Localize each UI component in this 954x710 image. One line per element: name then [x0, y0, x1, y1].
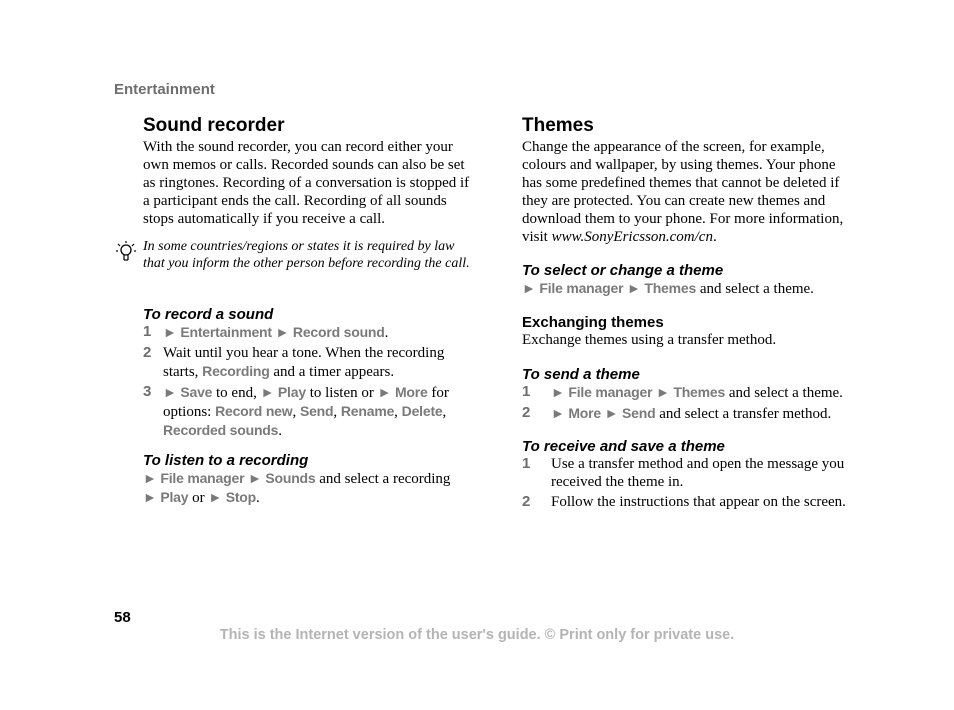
step-text: and select a recording — [315, 471, 451, 487]
step-text: for options: — [163, 385, 449, 420]
menu-option: Recorded sounds — [163, 422, 279, 438]
menu-option: Record new — [215, 403, 293, 419]
record-step-3 — [143, 383, 478, 440]
themes-intro — [522, 138, 857, 246]
page-number: 58 — [114, 609, 131, 626]
record-step-2 — [143, 344, 478, 381]
menu-path: ► More — [377, 384, 428, 400]
send-theme-section — [522, 366, 857, 423]
step-text: , — [394, 404, 402, 420]
step-text: or — [188, 490, 209, 506]
menu-option: Rename — [340, 403, 395, 419]
step-text: Use a transfer method and open the message you received the theme in. — [551, 456, 845, 490]
record-section — [143, 306, 478, 440]
send-step-2 — [522, 404, 857, 423]
send-theme-heading: To send a theme — [522, 366, 640, 383]
receive-theme-section — [522, 438, 857, 511]
menu-path: ► More ► Send — [551, 405, 656, 421]
section-label: Entertainment — [114, 81, 215, 98]
right-column — [522, 115, 857, 246]
step-text: and select a theme. — [725, 385, 843, 401]
listen-section — [143, 452, 478, 507]
tip-lightbulb-icon — [115, 240, 137, 269]
step-text: and a timer appears. — [269, 364, 395, 380]
record-step-1 — [143, 323, 478, 342]
listen-heading: To listen to a recording — [143, 452, 309, 469]
exchanging-text: Exchange themes using a transfer method. — [522, 332, 777, 348]
tip-text: In some countries/regions or states it is required by law that you inform the other person before recording the call. — [143, 239, 470, 271]
step-number: 1 — [522, 383, 531, 400]
sound-recorder-intro: With the sound recorder, you can record either your own memos or calls. Recorded sounds can also be set as ringtones. Recording of a conversation is stopped if a participant ends the call. Recording of all sounds stops automatically if you receive a call. — [143, 139, 470, 227]
step-number: 1 — [143, 323, 152, 340]
step-number: 1 — [522, 455, 531, 472]
step-text: , — [442, 404, 447, 420]
menu-path: ► Entertainment ► Record sound — [163, 324, 385, 340]
step-text: to listen or — [305, 385, 378, 401]
receive-step-2 — [522, 493, 857, 511]
step-text: , — [333, 404, 341, 420]
themes-title: Themes — [522, 115, 594, 136]
select-theme-section — [522, 262, 857, 298]
sound-recorder-title: Sound recorder — [143, 115, 285, 136]
listen-line-1 — [143, 469, 478, 488]
exchanging-section — [522, 314, 857, 349]
receive-theme-heading: To receive and save a theme — [522, 438, 725, 455]
step-number: 2 — [143, 344, 152, 361]
step-text: Wait until you hear a tone. When the recording starts, — [163, 345, 445, 380]
send-step-1 — [522, 383, 857, 402]
left-column — [143, 115, 478, 228]
menu-path: ► Stop — [208, 489, 257, 505]
menu-option: Send — [299, 403, 334, 419]
step-text: . — [384, 325, 389, 341]
menu-path: ► File manager ► Themes — [522, 280, 697, 296]
menu-path: ► File manager ► Themes — [551, 384, 726, 400]
menu-path: ► Play — [143, 489, 189, 505]
intro-text: . — [712, 229, 717, 245]
menu-path: ► Save — [163, 384, 213, 400]
step-text: Follow the instructions that appear on the screen. — [551, 494, 846, 510]
step-text: . — [256, 490, 260, 506]
step-text: and select a transfer method. — [655, 406, 832, 422]
step-text: and select a theme. — [696, 281, 814, 297]
footer-notice: This is the Internet version of the user's guide. © Print only for private use. — [219, 627, 735, 643]
website-link[interactable]: www.SonyEricsson.com/cn — [551, 229, 713, 245]
menu-path: ► File manager ► Sounds — [143, 470, 316, 486]
select-theme-line — [522, 279, 857, 298]
menu-option: Delete — [401, 403, 443, 419]
exchanging-heading: Exchanging themes — [522, 314, 664, 331]
step-text: , — [292, 404, 300, 420]
record-heading: To record a sound — [143, 306, 274, 323]
step-number: 3 — [143, 383, 152, 400]
menu-path: ► Play — [260, 384, 306, 400]
step-text: . — [278, 423, 282, 439]
intro-text: Change the appearance of the screen, for example, colours and wallpaper, by using themes. Your phone has some predefined themes that cannot be deleted if they are protected. You can create new themes and download them to your phone. For more information, visit — [522, 139, 844, 245]
receive-step-1 — [522, 455, 857, 491]
select-theme-heading: To select or change a theme — [522, 262, 724, 279]
listen-line-2 — [143, 488, 478, 507]
step-text: to end, — [212, 385, 261, 401]
step-number: 2 — [522, 493, 531, 510]
menu-path: Recording — [202, 363, 270, 379]
step-number: 2 — [522, 404, 531, 421]
